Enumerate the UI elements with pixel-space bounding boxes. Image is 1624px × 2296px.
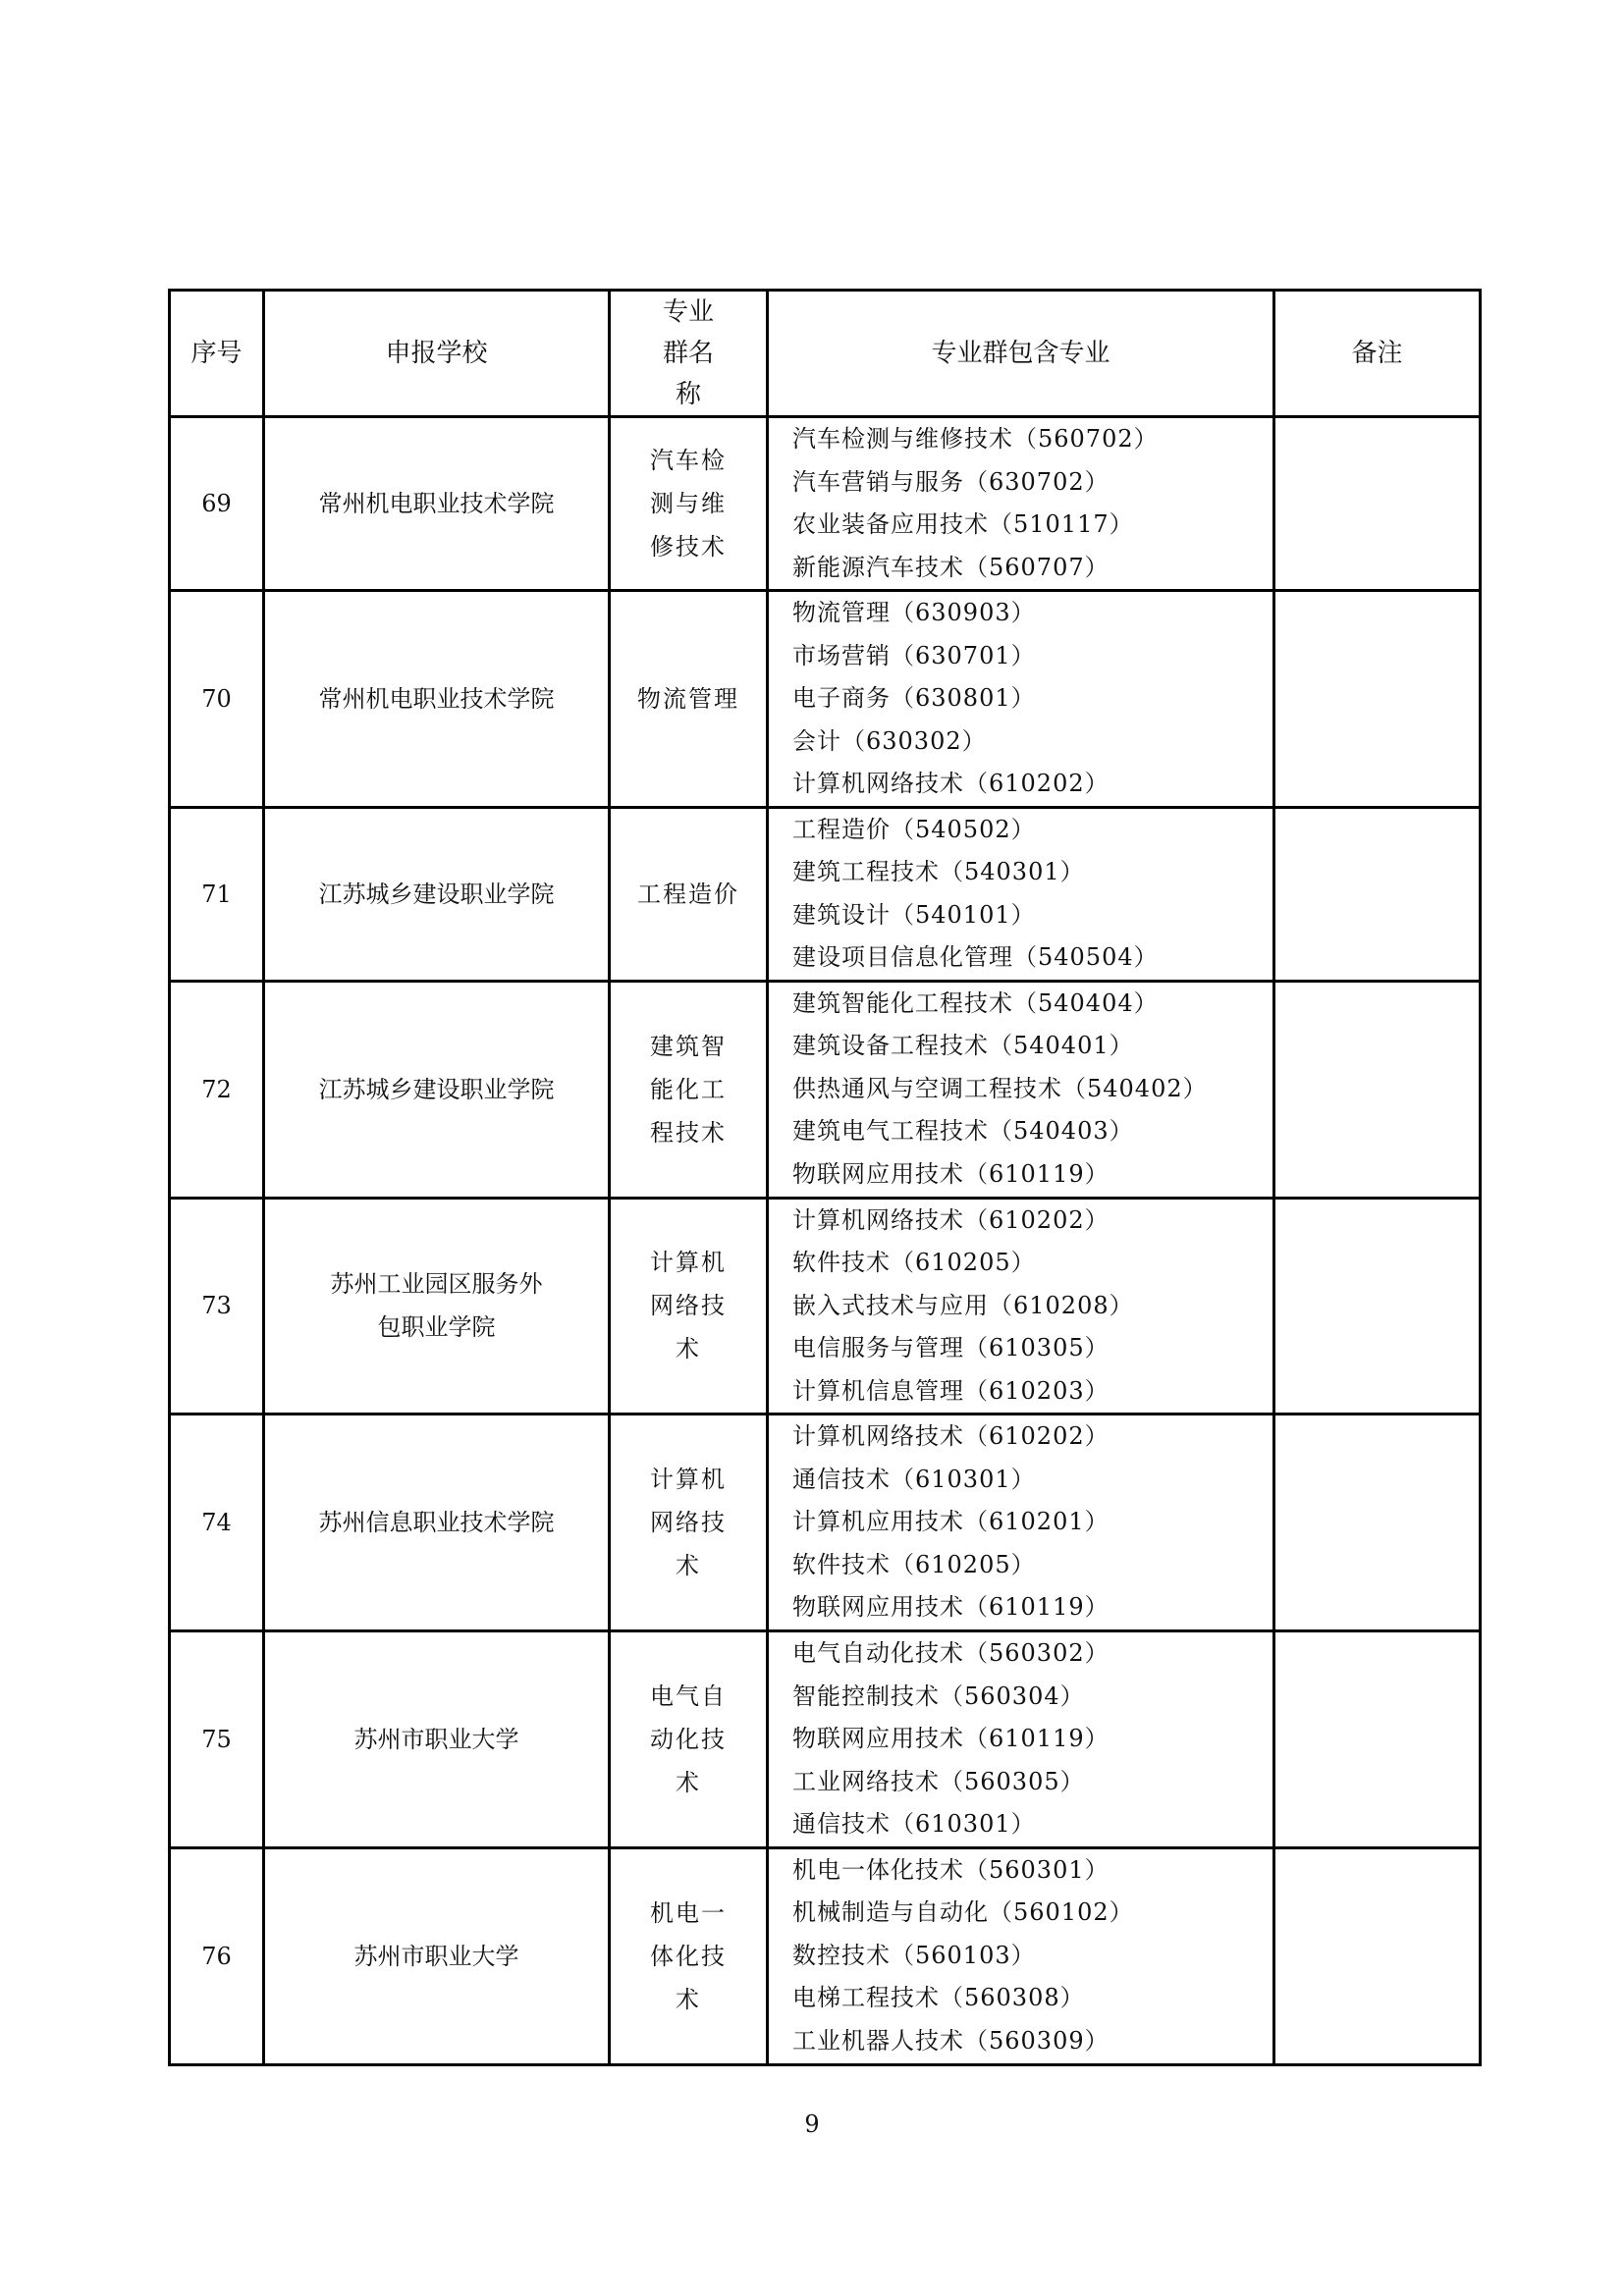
major-item: 汽车营销与服务（630702） bbox=[792, 467, 1110, 496]
group-name: 计算机网络技术 bbox=[650, 1249, 727, 1363]
cell-group-name bbox=[610, 1198, 768, 1415]
cell-group-name bbox=[610, 807, 768, 981]
table-row bbox=[170, 591, 1481, 808]
cell-index: 69 bbox=[170, 417, 264, 591]
major-item: 嵌入式技术与应用（610208） bbox=[792, 1291, 1134, 1319]
cell-school bbox=[264, 981, 610, 1198]
table-row bbox=[170, 1415, 1481, 1631]
cell-group-name bbox=[610, 591, 768, 808]
major-item: 物联网应用技术（610119） bbox=[792, 1593, 1110, 1622]
header-row bbox=[170, 291, 1481, 417]
major-item: 计算机网络技术（610202） bbox=[792, 1422, 1110, 1451]
major-item: 智能控制技术（560304） bbox=[792, 1682, 1085, 1710]
table-row bbox=[170, 1847, 1481, 2064]
cell-group-name bbox=[610, 1631, 768, 1848]
school-name: 常州机电职业技术学院 bbox=[318, 490, 555, 517]
cell-majors bbox=[768, 1631, 1274, 1848]
table-row bbox=[170, 417, 1481, 591]
cell-majors bbox=[768, 1198, 1274, 1415]
group-name: 建筑智能化工程技术 bbox=[650, 1032, 727, 1147]
major-item: 农业装备应用技术（510117） bbox=[792, 510, 1134, 538]
group-name: 工程造价 bbox=[637, 880, 739, 908]
school-name: 江苏城乡建设职业学院 bbox=[318, 1075, 555, 1103]
major-item: 电子商务（630801） bbox=[792, 684, 1036, 712]
cell-majors bbox=[768, 1415, 1274, 1631]
cell-majors bbox=[768, 1847, 1274, 2064]
cell-school bbox=[264, 417, 610, 591]
school-name: 常州机电职业技术学院 bbox=[318, 684, 555, 713]
table-row bbox=[170, 1198, 1481, 1415]
major-item: 计算机网络技术（610202） bbox=[792, 1205, 1110, 1234]
group-name: 机电一体化技术 bbox=[650, 1898, 727, 2013]
major-item: 建筑设备工程技术（540401） bbox=[792, 1032, 1134, 1060]
cell-school bbox=[264, 807, 610, 981]
major-item: 汽车检测与维修技术（560702） bbox=[792, 425, 1159, 453]
major-item: 通信技术（610301） bbox=[792, 1810, 1036, 1838]
cell-group-name bbox=[610, 1415, 768, 1631]
header-index: 序号 bbox=[170, 291, 264, 417]
group-name: 汽车检测与维修技术 bbox=[650, 447, 727, 561]
major-item: 建设项目信息化管理（540504） bbox=[792, 943, 1159, 971]
cell-group-name bbox=[610, 417, 768, 591]
group-name: 电气自动化技术 bbox=[650, 1682, 727, 1796]
major-item: 建筑电气工程技术（540403） bbox=[792, 1117, 1134, 1146]
school-name: 苏州工业园区服务外包职业学院 bbox=[330, 1270, 543, 1342]
cell-index: 74 bbox=[170, 1415, 264, 1631]
table-row bbox=[170, 807, 1481, 981]
cell-index: 72 bbox=[170, 981, 264, 1198]
group-name: 物流管理 bbox=[637, 684, 739, 713]
major-item: 机械制造与自动化（560102） bbox=[792, 1898, 1134, 1927]
cell-majors bbox=[768, 981, 1274, 1198]
cell-school bbox=[264, 1847, 610, 2064]
cell-school bbox=[264, 1198, 610, 1415]
major-item: 建筑设计（540101） bbox=[792, 900, 1036, 929]
cell-remarks bbox=[1274, 1847, 1481, 2064]
cell-remarks bbox=[1274, 1631, 1481, 1848]
cell-remarks bbox=[1274, 1415, 1481, 1631]
group-name: 计算机网络技术 bbox=[650, 1466, 727, 1579]
major-item: 工业机器人技术（560309） bbox=[792, 2026, 1110, 2055]
cell-index: 75 bbox=[170, 1631, 264, 1848]
major-item: 通信技术（610301） bbox=[792, 1465, 1036, 1493]
major-item: 物联网应用技术（610119） bbox=[792, 1725, 1110, 1752]
cell-index: 76 bbox=[170, 1847, 264, 2064]
header-group-name-text: 专业群名称 bbox=[662, 297, 714, 409]
cell-school bbox=[264, 1631, 610, 1848]
header-school: 申报学校 bbox=[264, 291, 610, 417]
major-item: 电信服务与管理（610305） bbox=[792, 1334, 1110, 1362]
cell-remarks bbox=[1274, 807, 1481, 981]
major-item: 计算机信息管理（610203） bbox=[792, 1376, 1110, 1405]
major-item: 机电一体化技术（560301） bbox=[792, 1855, 1110, 1884]
cell-remarks bbox=[1274, 981, 1481, 1198]
school-name: 苏州信息职业技术学院 bbox=[318, 1509, 555, 1536]
cell-majors bbox=[768, 591, 1274, 808]
school-name: 苏州市职业大学 bbox=[353, 1942, 519, 1970]
header-remarks: 备注 bbox=[1274, 291, 1481, 417]
major-item: 工业网络技术（560305） bbox=[792, 1767, 1085, 1795]
header-majors: 专业群包含专业 bbox=[768, 291, 1274, 417]
major-item: 新能源汽车技术（560707） bbox=[792, 553, 1110, 581]
cell-index: 71 bbox=[170, 807, 264, 981]
major-item: 计算机应用技术（610201） bbox=[792, 1508, 1110, 1536]
major-item: 软件技术（610205） bbox=[792, 1550, 1036, 1578]
major-item: 软件技术（610205） bbox=[792, 1249, 1036, 1276]
major-item: 工程造价（540502） bbox=[792, 815, 1036, 843]
header-group-name bbox=[610, 291, 768, 417]
major-item: 电气自动化技术（560302） bbox=[792, 1639, 1110, 1667]
major-item: 市场营销（630701） bbox=[792, 641, 1036, 669]
table-row bbox=[170, 981, 1481, 1198]
cell-school bbox=[264, 591, 610, 808]
majors-table bbox=[168, 289, 1482, 2066]
major-item: 物联网应用技术（610119） bbox=[792, 1159, 1110, 1188]
cell-majors bbox=[768, 417, 1274, 591]
cell-remarks bbox=[1274, 1198, 1481, 1415]
cell-school bbox=[264, 1415, 610, 1631]
cell-remarks bbox=[1274, 417, 1481, 591]
major-item: 计算机网络技术（610202） bbox=[792, 770, 1110, 797]
page-number: 9 bbox=[804, 2110, 820, 2138]
major-item: 电梯工程技术（560308） bbox=[792, 1984, 1085, 2012]
school-name: 江苏城乡建设职业学院 bbox=[318, 880, 555, 908]
cell-index: 70 bbox=[170, 591, 264, 808]
major-item: 建筑工程技术（540301） bbox=[792, 858, 1085, 885]
cell-index: 73 bbox=[170, 1198, 264, 1415]
cell-group-name bbox=[610, 981, 768, 1198]
major-item: 物流管理（630903） bbox=[792, 599, 1036, 626]
major-item: 会计（630302） bbox=[792, 726, 987, 755]
major-item: 数控技术（560103） bbox=[792, 1941, 1036, 1969]
cell-remarks bbox=[1274, 591, 1481, 808]
school-name: 苏州市职业大学 bbox=[353, 1725, 519, 1753]
cell-majors bbox=[768, 807, 1274, 981]
major-item: 供热通风与空调工程技术（540402） bbox=[792, 1074, 1208, 1102]
cell-group-name bbox=[610, 1847, 768, 2064]
major-item: 建筑智能化工程技术（540404） bbox=[792, 988, 1159, 1017]
table-row bbox=[170, 1631, 1481, 1848]
